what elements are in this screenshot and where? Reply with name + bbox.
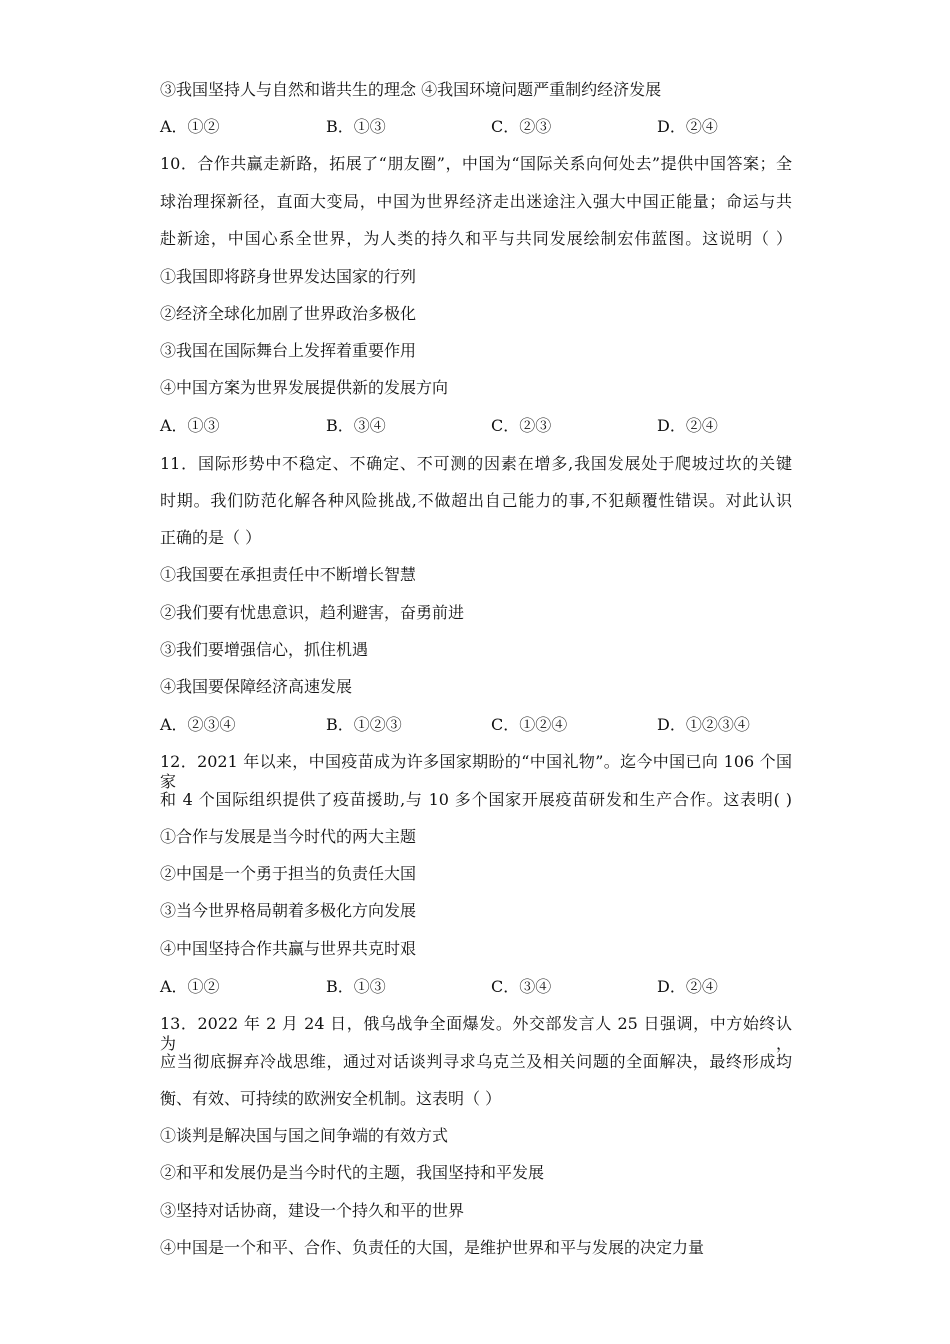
q10-choice-b[interactable]: B．③④ [326,416,386,435]
q10-choice-d[interactable]: D．②④ [657,416,718,435]
q10-stem-line-1: 10．合作共赢走新路，拓展了“朋友圈”，中国为“国际关系向何处去”提供中国答案；全 [160,154,792,173]
q11-stem-line-2: 时期。我们防范化解各种风险挑战,不做超出自己能力的事,不犯颠覆性错误。对此认识 [160,491,792,510]
q9-option-3-4: ③我国坚持人与自然和谐共生的理念 ④我国环境问题严重制约经济发展 [160,80,662,99]
q10-option-2: ②经济全球化加剧了世界政治多极化 [160,304,417,323]
q11-choice-b[interactable]: B．①②③ [326,715,402,734]
q13-stem-line-2: 应当彻底摒弃冷战思维，通过对话谈判寻求乌克兰及相关问题的全面解决，最终形成均 [160,1052,792,1071]
q12-choice-b[interactable]: B．①③ [326,977,386,996]
q11-option-1: ①我国要在承担责任中不断增长智慧 [160,565,417,584]
q12-option-2: ②中国是一个勇于担当的负责任大国 [160,864,417,883]
q10-stem-line-3: 赴新途，中国心系全世界，为人类的持久和平与共同发展绘制宏伟蓝图。这说明（ ） [160,229,792,248]
q12-option-3: ③当今世界格局朝着多极化方向发展 [160,901,417,920]
q12-choice-a[interactable]: A．①② [160,977,220,996]
q9-choices [160,117,800,137]
q11-choice-a[interactable]: A．②③④ [160,715,236,734]
q10-option-3: ③我国在国际舞台上发挥着重要作用 [160,341,417,360]
q12-stem-line-1: 12．2021 年以来，中国疫苗成为许多国家期盼的“中国礼物”。迄今中国已向 106 个国家 [160,752,792,791]
q11-choice-d[interactable]: D．①②③④ [657,715,750,734]
q13-stem-line-1: 13．2022 年 2 月 24 日，俄乌战争全面爆发。外交部发言人 25 日强调，中方始终认为， [160,1014,792,1053]
q9-choice-c[interactable]: C．②③ [491,117,552,136]
q9-choice-b[interactable]: B．①③ [326,117,386,136]
q10-choices [160,416,800,436]
q12-option-1: ①合作与发展是当今时代的两大主题 [160,827,417,846]
q11-stem-line-3: 正确的是（ ） [160,528,262,547]
q10-stem-line-2: 球治理探新径，直面大变局，中国为世界经济走出迷途注入强大中国正能量；命运与共 [160,192,792,211]
q11-choices [160,715,800,735]
q12-choice-c[interactable]: C．③④ [491,977,552,996]
q13-option-4: ④中国是一个和平、合作、负责任的大国，是维护世界和平与发展的决定力量 [160,1238,705,1257]
q12-choices [160,977,800,997]
q11-choice-c[interactable]: C．①②④ [491,715,568,734]
q11-option-2: ②我们要有忧患意识，趋利避害，奋勇前进 [160,603,465,622]
q12-option-4: ④中国坚持合作共赢与世界共克时艰 [160,939,417,958]
q11-option-4: ④我国要保障经济高速发展 [160,677,353,696]
q10-choice-c[interactable]: C．②③ [491,416,552,435]
q13-option-1: ①谈判是解决国与国之间争端的有效方式 [160,1126,449,1145]
q11-option-3: ③我们要增强信心，抓住机遇 [160,640,369,659]
q10-choice-a[interactable]: A．①③ [160,416,220,435]
q13-stem-line-3: 衡、有效、可持续的欧洲安全机制。这表明（ ） [160,1089,502,1108]
q9-choice-d[interactable]: D．②④ [657,117,718,136]
q12-stem-line-2: 和 4 个国际组织提供了疫苗援助,与 10 多个国家开展疫苗研发和生产合作。这表明( ) [160,790,792,809]
q12-choice-d[interactable]: D．②④ [657,977,718,996]
q13-option-2: ②和平和发展仍是当今时代的主题，我国坚持和平发展 [160,1163,545,1182]
q9-choice-a[interactable]: A．①② [160,117,220,136]
q10-option-1: ①我国即将跻身世界发达国家的行列 [160,267,417,286]
q13-option-3: ③坚持对话协商，建设一个持久和平的世界 [160,1201,465,1220]
q10-option-4: ④中国方案为世界发展提供新的发展方向 [160,378,449,397]
q11-stem-line-1: 11．国际形势中不稳定、不确定、不可测的因素在增多,我国发展处于爬坡过坎的关键 [160,454,792,473]
